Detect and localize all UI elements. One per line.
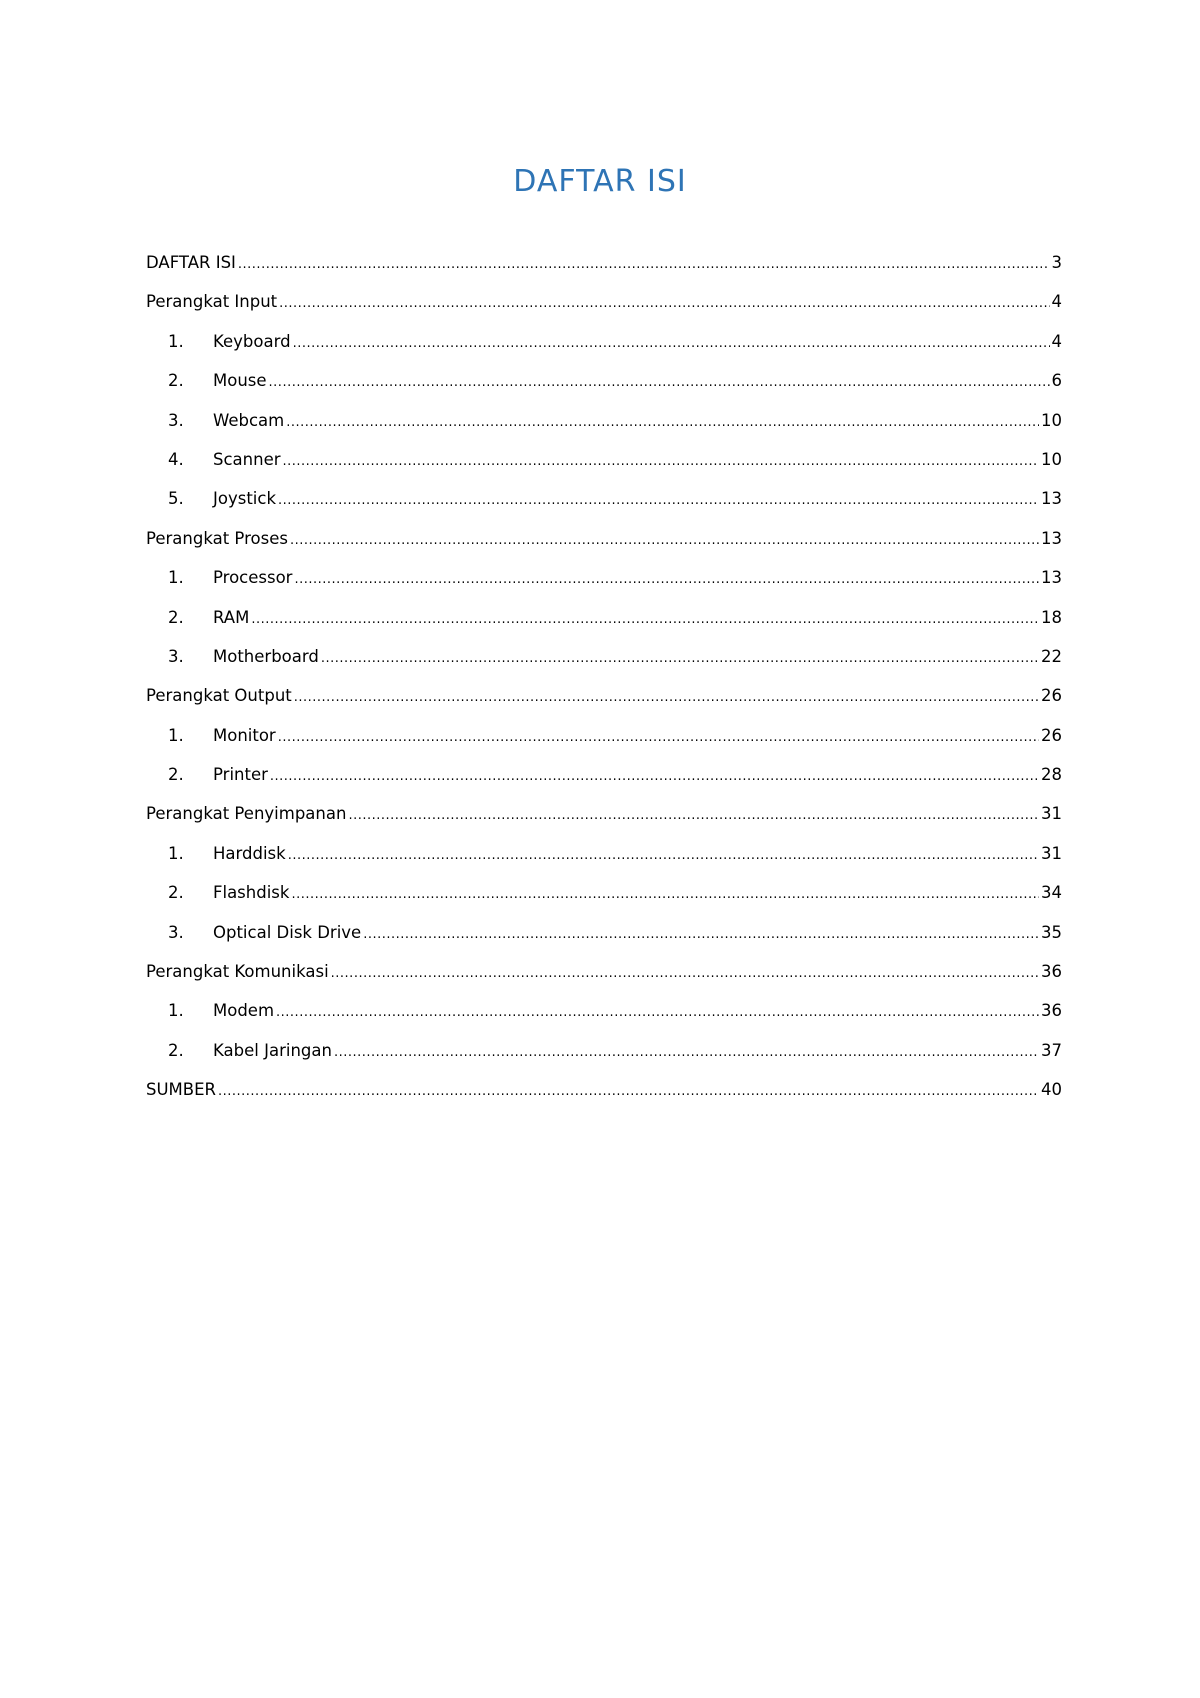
toc-subentry[interactable]: [146, 489, 1062, 528]
dot-leader: [331, 966, 1039, 981]
toc-entry-page: 4: [1051, 292, 1062, 312]
toc-entry-label: Mouse: [213, 371, 267, 391]
toc-subentry[interactable]: [146, 568, 1062, 607]
toc-entry-number: 4.: [168, 449, 184, 469]
toc-entry-page: 26: [1041, 725, 1062, 745]
dot-leader: [276, 1005, 1039, 1020]
dot-leader: [286, 415, 1039, 430]
toc-subentry[interactable]: [146, 450, 1062, 489]
toc-entry-label: Perangkat Penyimpanan: [146, 804, 347, 824]
toc-entry[interactable]: [146, 253, 1062, 292]
toc-entry-page: 13: [1041, 489, 1062, 509]
toc-entry-number: 1.: [168, 843, 184, 863]
dot-leader: [290, 533, 1039, 548]
toc-entry-page: 40: [1041, 1080, 1062, 1100]
dot-leader: [363, 927, 1039, 942]
toc-entry-number: 3.: [168, 410, 184, 430]
toc-entry-page: 13: [1041, 568, 1062, 588]
toc-entry-label: Motherboard: [213, 646, 319, 666]
toc-entry-page: 34: [1041, 883, 1062, 903]
toc-subentry[interactable]: [146, 883, 1062, 922]
toc-entry-number: 1.: [168, 1001, 184, 1021]
toc-entry[interactable]: [146, 686, 1062, 725]
toc-entry-number: 1.: [168, 725, 184, 745]
toc-entry-number: 2.: [168, 883, 184, 903]
toc-subentry[interactable]: [146, 765, 1062, 804]
toc-entry-page: 18: [1041, 607, 1062, 627]
toc-subentry[interactable]: [146, 1001, 1062, 1040]
toc-entry[interactable]: [146, 529, 1062, 568]
toc-entry-label: RAM: [213, 607, 250, 627]
toc-entry-page: 31: [1041, 843, 1062, 863]
dot-leader: [269, 375, 1050, 390]
dot-leader: [334, 1045, 1039, 1060]
dot-leader: [293, 336, 1050, 351]
toc-subentry[interactable]: [146, 923, 1062, 962]
dot-leader: [270, 769, 1039, 784]
toc-subentry[interactable]: [146, 411, 1062, 450]
toc-entry-page: 28: [1041, 765, 1062, 785]
toc-entry-number: 2.: [168, 765, 184, 785]
toc-entry-page: 26: [1041, 686, 1062, 706]
toc-entry-label: Monitor: [213, 725, 276, 745]
toc-entry-label: Kabel Jaringan: [213, 1040, 332, 1060]
toc-entry-label: Flashdisk: [213, 883, 290, 903]
toc-subentry[interactable]: [146, 647, 1062, 686]
toc-entry-page: 35: [1041, 922, 1062, 942]
toc-entry-label: Printer: [213, 765, 268, 785]
toc-subentry[interactable]: [146, 371, 1062, 410]
toc-entry-page: 10: [1041, 449, 1062, 469]
dot-leader: [238, 257, 1050, 272]
toc-subentry[interactable]: [146, 726, 1062, 765]
toc-entry[interactable]: [146, 1080, 1062, 1119]
toc-entry-page: 10: [1041, 410, 1062, 430]
dot-leader: [294, 690, 1039, 705]
toc-entry-number: 2.: [168, 607, 184, 627]
toc-entry-label: Keyboard: [213, 331, 291, 351]
toc-entry-label: Optical Disk Drive: [213, 922, 362, 942]
toc-subentry[interactable]: [146, 1041, 1062, 1080]
toc-entry-number: 2.: [168, 371, 184, 391]
toc-subentry[interactable]: [146, 608, 1062, 647]
toc-entry[interactable]: [146, 962, 1062, 1001]
toc-entry-page: 4: [1051, 331, 1062, 351]
dot-leader: [283, 454, 1039, 469]
toc-entry-label: Perangkat Input: [146, 292, 278, 312]
toc-entry-page: 31: [1041, 804, 1062, 824]
toc-entry-label: Perangkat Komunikasi: [146, 962, 329, 982]
toc-entry-number: 5.: [168, 489, 184, 509]
dot-leader: [348, 808, 1039, 823]
toc-entry-number: 2.: [168, 1040, 184, 1060]
dot-leader: [278, 730, 1039, 745]
dot-leader: [218, 1084, 1039, 1099]
toc-entry-page: 36: [1041, 962, 1062, 982]
dot-leader: [294, 572, 1039, 587]
toc-entry-page: 6: [1051, 371, 1062, 391]
toc-entry-number: 1.: [168, 331, 184, 351]
toc-entry-label: Processor: [213, 568, 293, 588]
toc-entry-label: Perangkat Proses: [146, 528, 288, 548]
toc-subentry[interactable]: [146, 844, 1062, 883]
toc-entry-label: Modem: [213, 1001, 275, 1021]
dot-leader: [279, 296, 1049, 311]
toc-entry-label: Harddisk: [213, 843, 286, 863]
dot-leader: [278, 493, 1039, 508]
toc-entry-page: 13: [1041, 528, 1062, 548]
dot-leader: [288, 848, 1039, 863]
toc-entry-number: 3.: [168, 922, 184, 942]
toc-entry-number: 1.: [168, 568, 184, 588]
toc-entry-label: Perangkat Output: [146, 686, 292, 706]
toc-entry-label: Scanner: [213, 449, 281, 469]
toc-entry-label: DAFTAR ISI: [146, 253, 236, 272]
toc-entry-label: Webcam: [213, 410, 285, 430]
toc-entry[interactable]: [146, 292, 1062, 331]
dot-leader: [321, 651, 1039, 666]
toc-entry-page: 22: [1041, 646, 1062, 666]
table-of-contents: [146, 253, 1062, 1120]
toc-entry-label: Joystick: [213, 489, 277, 509]
dot-leader: [291, 887, 1039, 902]
page-title: DAFTAR ISI: [513, 164, 687, 199]
toc-entry-page: 36: [1041, 1001, 1062, 1021]
toc-subentry[interactable]: [146, 332, 1062, 371]
toc-entry-page: 3: [1051, 253, 1062, 272]
toc-entry-number: 3.: [168, 646, 184, 666]
dot-leader: [251, 612, 1039, 627]
toc-entry[interactable]: [146, 804, 1062, 843]
toc-entry-label: SUMBER: [146, 1080, 216, 1100]
toc-entry-page: 37: [1041, 1040, 1062, 1060]
